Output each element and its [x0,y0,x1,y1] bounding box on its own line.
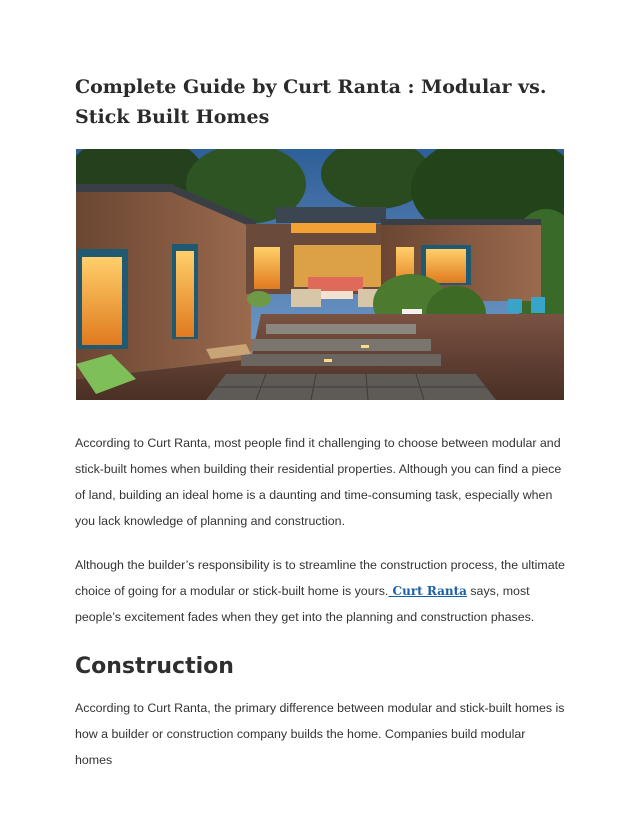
curt-ranta-link[interactable]: Curt Ranta [388,584,467,598]
modern-house-courtyard-photo-icon [76,149,564,400]
hero-image [76,149,564,400]
paragraph-builder-text-before: Although the builder’s responsibility is to streamline the construction process, the ultimate choice of going for a modular or stick-built home is yours. [75,558,565,598]
section-heading-construction: Construction [75,654,234,679]
paragraph-builder-text-after: says, most people’s excitement fades when they get into the planning and construction phases. [75,584,535,624]
paragraph-builder [75,552,565,630]
article-title: Complete Guide by Curt Ranta : Modular vs. Stick Built Homes [75,76,547,128]
paragraph-construction: According to Curt Ranta, the primary difference between modular and stick-built homes is how a builder or construction company builds the home. Companies build modular homes [75,701,565,767]
paragraph-intro: According to Curt Ranta, most people find it challenging to choose between modular and stick-built homes when building their residential properties. Although you can find a piece of land, building an ideal home is a daunting and time-consuming task, especially when you lack knowledge of planning and construction. [75,436,562,528]
